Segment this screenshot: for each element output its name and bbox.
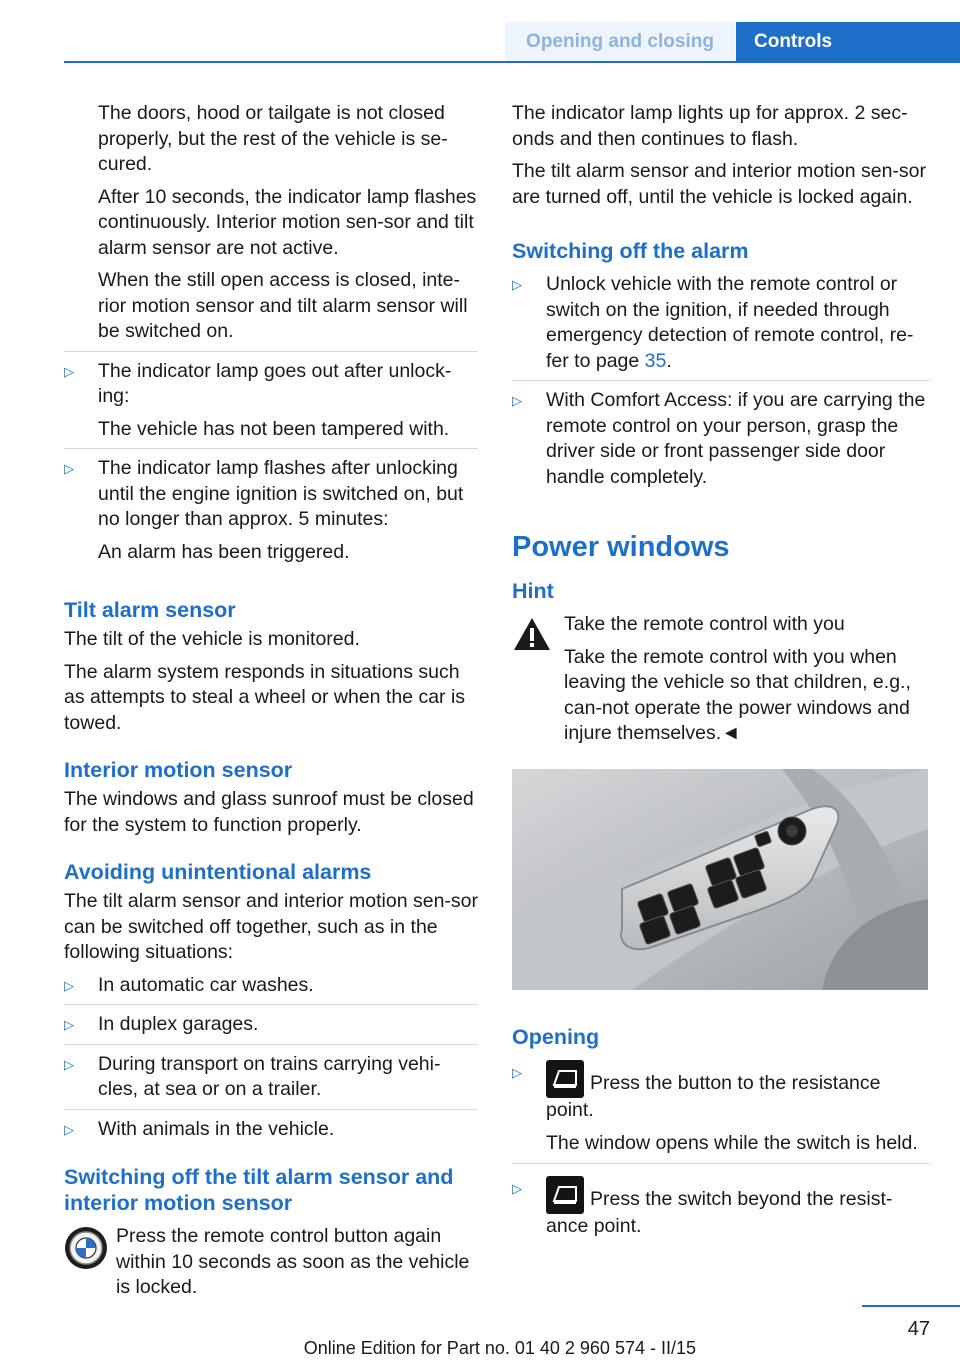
section-heading-interior: Interior motion sensor [64, 758, 293, 782]
list-item-text [546, 1176, 930, 1240]
page-number: 47 [907, 1318, 930, 1340]
left-column [64, 101, 478, 1308]
intro-paragraph: When the still open access is closed, inte-rior motion sensor and tilt alarm sensor will be switched on. [98, 269, 468, 342]
list-item [512, 1060, 930, 1163]
list-item-text: The indicator lamp flashes after unlocking until the engine ignition is switched on, but no longer than approx. 5 minutes: [98, 457, 464, 530]
warning-text-body: Take the remote control with you when leaving the vehicle so that children, e.g., can-not operate the power windows and injure themselves.◄ [564, 645, 911, 744]
list-item [64, 1044, 478, 1109]
interior-paragraph: The windows and glass sunroof must be closed for the system to function properly. [64, 788, 474, 836]
page-header [0, 0, 960, 64]
right-intro-paragraph: The indicator lamp lights up for approx. 2 sec-onds and then continues to flash. [512, 102, 908, 150]
list-item-text-part: Unlock vehicle with the remote control or switch on the ignition, if needed through emergency detection of remote control, re-fer to page [546, 273, 914, 372]
bullet-triangle-icon: ▷ [64, 977, 74, 993]
footer-rule [862, 1305, 960, 1307]
section-heading-avoid: Avoiding unintentional alarms [64, 860, 372, 884]
bullet-triangle-icon: ▷ [64, 1017, 74, 1032]
section-heading-switch-off-sensors: Switching off the tilt alarm sensor and interior motion sensor [64, 1165, 454, 1215]
list-item [64, 448, 478, 571]
bullet-triangle-icon: ▷ [512, 1180, 522, 1196]
door-panel-photo [512, 769, 928, 990]
section-heading-tilt: Tilt alarm sensor [64, 598, 236, 622]
tilt-paragraph: The alarm system responds in situations such as attempts to steal a wheel or when the car is towed. [64, 660, 466, 734]
intro-paragraph: The doors, hood or tailgate is not closed properly, but the rest of the vehicle is se-cured. [98, 102, 448, 175]
chapter-heading-power-windows: Power windows [512, 531, 730, 563]
remote-key-icon [64, 1226, 108, 1270]
list-item-text: With animals in the vehicle. [98, 1117, 335, 1140]
switch-off-sensors-block [64, 1224, 478, 1301]
indicator-lamp-list [64, 351, 478, 572]
list-item-text: In duplex garages. [98, 1013, 259, 1035]
list-item-text-part: Press the switch beyond the resist-ance point. [546, 1187, 893, 1237]
list-item [64, 973, 478, 1005]
list-item-text: During transport on trains carrying vehi-cles, at sea or on a trailer. [98, 1052, 441, 1100]
bullet-triangle-icon: ▷ [512, 1064, 522, 1080]
right-intro-paragraph: The tilt alarm sensor and interior motion sen-sor are turned off, until the vehicle is locked again. [512, 160, 927, 208]
list-item [512, 380, 930, 496]
list-item-text-part: Press the button to the resistance point. [546, 1071, 881, 1121]
page-reference-link[interactable]: 35 [644, 349, 667, 372]
section-heading-opening: Opening [512, 1024, 600, 1049]
section-heading-hint: Hint [512, 579, 554, 603]
list-item [512, 1163, 930, 1246]
list-item-text-part: . [666, 349, 672, 372]
warning-title: Take the remote control with you [564, 613, 845, 635]
list-item [64, 352, 478, 449]
bullet-triangle-icon: ▷ [64, 1121, 74, 1137]
bullet-triangle-icon: ▷ [512, 393, 522, 408]
bullet-triangle-icon: ▷ [64, 461, 74, 476]
list-item [512, 272, 930, 380]
list-item-text: In automatic car washes. [98, 973, 314, 996]
header-chapter-tab: Controls [736, 22, 960, 62]
right-column [512, 101, 930, 1245]
list-item [64, 1004, 478, 1044]
avoid-paragraph: The tilt alarm sensor and interior motion sen-sor can be switched off together, such as in the following situations: [64, 890, 479, 963]
switch-off-alarm-list [512, 272, 930, 496]
header-section-label: Opening and closing [505, 22, 735, 62]
list-item-subtext: The vehicle has not been tampered with. [98, 417, 450, 440]
list-item-text [546, 272, 930, 374]
header-rule [64, 61, 960, 63]
window-switch-icon [546, 1176, 584, 1214]
situations-list [64, 973, 478, 1149]
list-item [64, 1109, 478, 1149]
tilt-paragraph: The tilt of the vehicle is monitored. [64, 628, 360, 650]
warning-triangle-icon [512, 616, 552, 652]
door-panel-illustration [512, 769, 928, 990]
list-item-text: The indicator lamp goes out after unlock-ing: [98, 359, 452, 407]
bullet-triangle-icon: ▷ [64, 1056, 74, 1072]
list-item-subtext: The window opens while the switch is held. [546, 1132, 918, 1154]
opening-list [512, 1060, 930, 1246]
list-item-subtext: An alarm has been triggered. [98, 540, 350, 563]
edition-note: Online Edition for Part no. 01 40 2 960 574 - II/15 [303, 1338, 696, 1358]
intro-paragraph: After 10 seconds, the indicator lamp flashes continuously. Interior motion sen-sor and tilt alarm sensor are not active. [98, 185, 477, 259]
warning-block [512, 612, 930, 747]
warning-text [512, 645, 930, 747]
list-item-text: With Comfort Access: if you are carrying the remote control on your person, grasp the driver side or front passenger side door handle completely. [546, 389, 926, 488]
section-heading-switch-off-alarm: Switching off the alarm [512, 239, 749, 263]
list-item-text [546, 1060, 930, 1124]
switch-off-sensors-text: Press the remote control button again within 10 seconds as soon as the vehicle is locked. [116, 1225, 470, 1298]
window-switch-icon [546, 1060, 584, 1098]
bullet-triangle-icon: ▷ [512, 277, 522, 292]
bullet-triangle-icon: ▷ [64, 363, 74, 379]
